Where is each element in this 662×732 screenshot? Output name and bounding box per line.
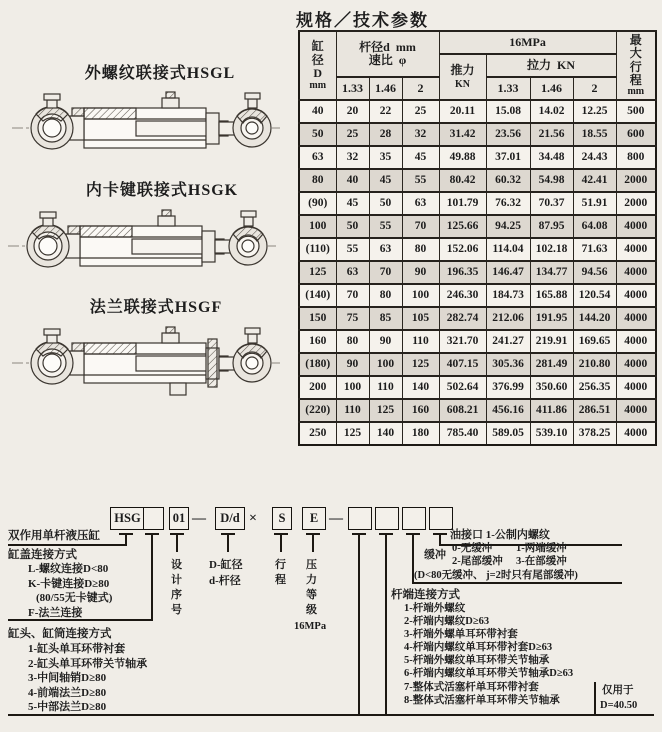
leader-line <box>280 535 282 552</box>
list-item: 0-无缓冲 <box>452 543 493 554</box>
cell: 21.56 <box>530 123 573 146</box>
table-row <box>299 261 656 284</box>
cell: 4000 <box>616 307 656 330</box>
cell: 80.42 <box>439 169 486 192</box>
cell: 407.15 <box>439 353 486 376</box>
note-divider-line <box>594 682 596 714</box>
stroke-header: 最大行程 mm <box>616 31 656 100</box>
pressure-header: 16MPa <box>439 31 616 54</box>
list-item: 3-杆端外螺单耳环带衬套 <box>404 629 518 641</box>
pressure-grade-value: 16MPa <box>294 621 327 632</box>
cell: 94.56 <box>573 261 616 284</box>
cell: 63 <box>369 238 402 261</box>
cell: 241.27 <box>486 330 530 353</box>
only-for-value: D=40.50 <box>600 700 638 711</box>
cell: 210.80 <box>573 353 616 376</box>
pressure-grade-label: 压力等级 <box>306 559 317 616</box>
pull-ratio: 2 <box>573 77 616 100</box>
table-row <box>299 100 656 123</box>
table-row <box>299 330 656 353</box>
cell: 80 <box>299 169 336 192</box>
cell: 90 <box>369 330 402 353</box>
cushion-note: (D<80无缓冲、 j=2时只有尾部缓冲) <box>414 570 578 581</box>
cell: 212.06 <box>486 307 530 330</box>
list-item: 8-整体式活塞杆单耳环带关节轴承 <box>404 694 560 706</box>
cell: 456.16 <box>486 399 530 422</box>
cell: 55 <box>336 238 369 261</box>
cell: 134.77 <box>530 261 573 284</box>
cell: 49.88 <box>439 146 486 169</box>
cell: 608.21 <box>439 399 486 422</box>
cell: 32 <box>402 123 439 146</box>
cell: 286.51 <box>573 399 616 422</box>
list-item: 4-前端法兰D≥80 <box>28 686 107 699</box>
list-item: 5-中部法兰D≥80 <box>28 701 107 714</box>
stroke-code-label: 行程 <box>275 559 286 586</box>
table-row <box>299 307 656 330</box>
cell: 90 <box>402 261 439 284</box>
cell: 110 <box>402 330 439 353</box>
oil-port-label: 油接口 1-公制内螺纹 <box>450 529 550 541</box>
cell: 110 <box>369 376 402 399</box>
cell: 125 <box>336 422 369 445</box>
cylinder-type-label: 双作用单杆液压缸 <box>8 530 100 542</box>
cell: (110) <box>299 238 336 261</box>
list-item: K-卡键连接D≥80 <box>28 577 110 590</box>
cell: 70 <box>369 261 402 284</box>
cell: 160 <box>402 399 439 422</box>
cell: 75 <box>336 307 369 330</box>
rod-code-label: d-杆径 <box>209 575 241 587</box>
cell: 169.65 <box>573 330 616 353</box>
list-item: 2-尾部缓冲 <box>452 556 503 567</box>
pull-ratio: 1.46 <box>530 77 573 100</box>
cell: 20.11 <box>439 100 486 123</box>
cell: 120.54 <box>573 284 616 307</box>
cell: 184.73 <box>486 284 530 307</box>
cell: 50 <box>369 192 402 215</box>
design-no-label: 设计序号 <box>171 559 182 616</box>
drawing-label-hsgf: 法兰联接式HSGF <box>89 299 223 316</box>
cell: 146.47 <box>486 261 530 284</box>
code-stroke-box: S <box>272 507 292 530</box>
cell: 55 <box>402 169 439 192</box>
list-item: 5-杆端外螺纹单耳环带关节轴承 <box>404 655 550 667</box>
cell: 94.25 <box>486 215 530 238</box>
table-row <box>299 376 656 399</box>
cell: 37.01 <box>486 146 530 169</box>
cell: 70 <box>336 284 369 307</box>
bore-header: 缸径D mm <box>299 31 336 100</box>
cell: 2000 <box>616 192 656 215</box>
leader-line <box>385 535 387 715</box>
cell: 246.30 <box>439 284 486 307</box>
cell: 165.88 <box>530 284 573 307</box>
cell: 76.32 <box>486 192 530 215</box>
cell: 539.10 <box>530 422 573 445</box>
cell: 87.95 <box>530 215 573 238</box>
cell: 125 <box>299 261 336 284</box>
cell: 60.32 <box>486 169 530 192</box>
cell: 4000 <box>616 215 656 238</box>
list-item: 1-缸头单耳环带衬套 <box>28 643 126 655</box>
cell: 589.05 <box>486 422 530 445</box>
list-item: 6-杆端内螺纹单耳环带关节轴承D≥63 <box>404 668 574 680</box>
cell: 305.36 <box>486 353 530 376</box>
cell: 80 <box>336 330 369 353</box>
list-item: L-螺纹连接D<80 <box>28 563 109 575</box>
cell: 321.70 <box>439 330 486 353</box>
rod-ratio: 2 <box>402 77 439 100</box>
cell: 4000 <box>616 353 656 376</box>
cell: 80 <box>369 284 402 307</box>
table-row <box>299 399 656 422</box>
drawing-label-hsgl: 外螺纹联接式HSGL <box>84 65 236 82</box>
cell: 101.79 <box>439 192 486 215</box>
cell: 219.91 <box>530 330 573 353</box>
leader-line <box>358 535 360 715</box>
push-header: 推力 KN <box>439 54 486 100</box>
rod-ratio: 1.46 <box>369 77 402 100</box>
table-row <box>299 169 656 192</box>
cell: 200 <box>299 376 336 399</box>
rod-end-title: 杆端连接方式 <box>391 589 460 601</box>
cell: 45 <box>402 146 439 169</box>
cell: 50 <box>299 123 336 146</box>
cell: 85 <box>369 307 402 330</box>
code-opt3-box <box>402 507 426 530</box>
spec-table <box>298 30 657 446</box>
cell: 378.25 <box>573 422 616 445</box>
cell: 144.20 <box>573 307 616 330</box>
pull-ratio: 1.33 <box>486 77 530 100</box>
drawing-label-hsgk: 内卡键联接式HSGK <box>85 182 239 199</box>
list-item: 4-杆端内螺纹单耳环带衬套D≥63 <box>404 642 553 654</box>
cell: 54.98 <box>530 169 573 192</box>
cell: (90) <box>299 192 336 215</box>
cylinder-drawing-hsgf <box>12 313 282 421</box>
cell: 411.86 <box>530 399 573 422</box>
table-row <box>299 215 656 238</box>
leader-line <box>227 535 229 552</box>
cell: 152.06 <box>439 238 486 261</box>
header-row-1 <box>299 31 656 54</box>
cell: 102.18 <box>530 238 573 261</box>
cell: (180) <box>299 353 336 376</box>
rod-end-list <box>404 602 573 707</box>
cell: 24.43 <box>573 146 616 169</box>
cell: 100 <box>336 376 369 399</box>
table-row <box>299 422 656 445</box>
cell: 785.40 <box>439 422 486 445</box>
cell: 51.91 <box>573 192 616 215</box>
cell: 22 <box>369 100 402 123</box>
cell: 18.55 <box>573 123 616 146</box>
table-row <box>299 146 656 169</box>
cell: 100 <box>299 215 336 238</box>
cell: 281.49 <box>530 353 573 376</box>
cell: 40 <box>299 100 336 123</box>
cell: 191.95 <box>530 307 573 330</box>
cell: 15.08 <box>486 100 530 123</box>
table-row <box>299 192 656 215</box>
cell: 350.60 <box>530 376 573 399</box>
connector-line <box>8 544 127 546</box>
list-item: 3-中间轴销D≥80 <box>28 672 107 685</box>
cell: 20 <box>336 100 369 123</box>
cell: 160 <box>299 330 336 353</box>
code-dash-1: — <box>192 511 206 526</box>
cell: 376.99 <box>486 376 530 399</box>
leader-line <box>312 535 314 552</box>
cell: 100 <box>402 284 439 307</box>
code-conn-box <box>143 507 164 530</box>
cell: 25 <box>336 123 369 146</box>
code-opt1-box <box>348 507 372 530</box>
list-item: 2-缸头单耳环带关节轴承 <box>28 657 148 670</box>
table-row <box>299 123 656 146</box>
cell: 28 <box>369 123 402 146</box>
cell: 125 <box>402 353 439 376</box>
cell: 282.74 <box>439 307 486 330</box>
head-conn-list <box>28 562 112 620</box>
list-item: 3-在部缓冲 <box>516 556 567 567</box>
cell: 45 <box>369 169 402 192</box>
list-item: 1-杆端外螺纹 <box>404 603 466 614</box>
cell: 80 <box>402 238 439 261</box>
cell: 500 <box>616 100 656 123</box>
cell: 100 <box>369 353 402 376</box>
cushion-list <box>452 543 567 568</box>
list-item: 2-杆端内螺纹D≥63 <box>404 616 490 628</box>
list-item: 1-两端缓冲 <box>516 543 567 554</box>
list-item: (80/55无卡键式) <box>36 592 113 605</box>
cell: 4000 <box>616 422 656 445</box>
cell: 63 <box>299 146 336 169</box>
cell: 140 <box>402 376 439 399</box>
cell: 114.04 <box>486 238 530 261</box>
cell: 64.08 <box>573 215 616 238</box>
cell: 42.41 <box>573 169 616 192</box>
cell: 196.35 <box>439 261 486 284</box>
cell: 63 <box>336 261 369 284</box>
cell: 40 <box>336 169 369 192</box>
tube-conn-title: 缸头、缸筒连接方式 <box>8 628 112 640</box>
cell: 90 <box>336 353 369 376</box>
list-item: 7-整体式活塞杆单耳环带衬套 <box>404 681 539 693</box>
cell: 70 <box>402 215 439 238</box>
cell: 150 <box>299 307 336 330</box>
cell: 35 <box>369 146 402 169</box>
leader-line <box>151 535 153 620</box>
cell: 12.25 <box>573 100 616 123</box>
tube-conn-list <box>28 642 147 715</box>
cell: 600 <box>616 123 656 146</box>
code-opt4-box <box>429 507 453 530</box>
pull-header: 拉力 KN <box>486 54 616 77</box>
connector-line <box>412 582 622 584</box>
leader-line <box>176 535 178 552</box>
cell: 25 <box>402 100 439 123</box>
cell: 45 <box>336 192 369 215</box>
cell: 105 <box>402 307 439 330</box>
rod-ratio: 1.33 <box>336 77 369 100</box>
cell: 34.48 <box>530 146 573 169</box>
cell: 23.56 <box>486 123 530 146</box>
cylinder-drawing-hsgk <box>8 196 278 296</box>
list-item: F-法兰连接 <box>28 606 83 619</box>
cell: 125.66 <box>439 215 486 238</box>
cell: 250 <box>299 422 336 445</box>
cylinder-drawing-hsgl <box>12 78 282 178</box>
code-press-box: E <box>302 507 326 530</box>
cell: 2000 <box>616 169 656 192</box>
cell: 71.63 <box>573 238 616 261</box>
cell: (140) <box>299 284 336 307</box>
cell: 256.35 <box>573 376 616 399</box>
code-opt2-box <box>375 507 399 530</box>
cell: 55 <box>369 215 402 238</box>
rod-group-header: 杆径d mm 速比 φ <box>336 31 439 77</box>
cell: 4000 <box>616 238 656 261</box>
code-family-box: HSG <box>110 507 145 530</box>
cell: 32 <box>336 146 369 169</box>
spec-table-body <box>299 100 656 445</box>
table-row <box>299 284 656 307</box>
only-for-label: 仅用于 <box>602 685 634 696</box>
cell: 31.42 <box>439 123 486 146</box>
cell: 50 <box>336 215 369 238</box>
code-times: × <box>249 511 257 526</box>
head-conn-title: 缸盖连接方式 <box>8 549 77 561</box>
cell: 4000 <box>616 261 656 284</box>
cell: 800 <box>616 146 656 169</box>
cushion-title: 缓冲 <box>424 549 446 561</box>
cell: 63 <box>402 192 439 215</box>
code-dash-2: — <box>329 511 343 526</box>
table-row <box>299 238 656 261</box>
table-row <box>299 353 656 376</box>
cell: (220) <box>299 399 336 422</box>
code-borerod-box: D/d <box>215 507 245 530</box>
cell: 14.02 <box>530 100 573 123</box>
cell: 125 <box>369 399 402 422</box>
code-design-box: 01 <box>169 507 189 530</box>
cell: 4000 <box>616 399 656 422</box>
cell: 4000 <box>616 284 656 307</box>
cell: 4000 <box>616 376 656 399</box>
page-title: 规格／技术参数 <box>296 11 429 30</box>
cell: 502.64 <box>439 376 486 399</box>
cell: 180 <box>402 422 439 445</box>
cell: 140 <box>369 422 402 445</box>
cell: 4000 <box>616 330 656 353</box>
bore-code-label: D-缸径 <box>209 559 243 571</box>
cell: 110 <box>336 399 369 422</box>
cell: 70.37 <box>530 192 573 215</box>
